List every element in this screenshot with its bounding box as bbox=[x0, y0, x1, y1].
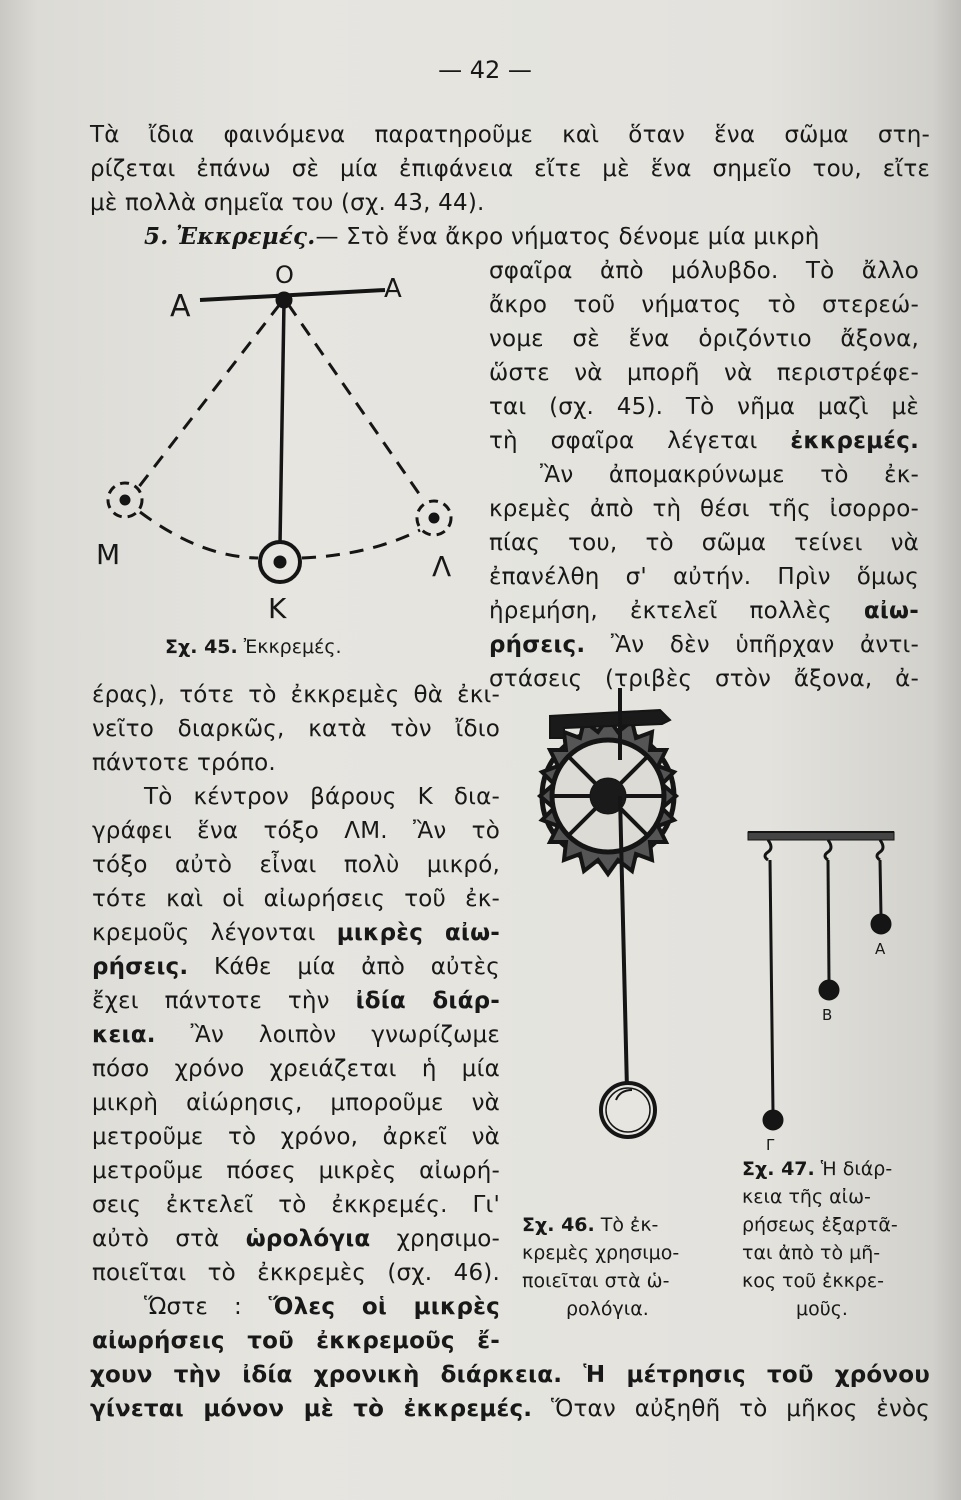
page-number: — 42 — bbox=[438, 56, 532, 84]
term-bold: ἐκκρεμές. bbox=[790, 428, 920, 454]
text-line-mixed: γίνεται μόνον μὲ τὸ ἐκκρεμές. Ὅταν αὐξηθῆ τὸ μῆκος ἑνὸς bbox=[90, 1396, 930, 1422]
term-bold: μικρὲς αἰω- bbox=[336, 920, 501, 946]
text-line: στάσεις (τριβὲς στὸν ἄξονα, ἀ- bbox=[489, 666, 919, 692]
term-bold: κεια. bbox=[92, 1022, 156, 1048]
text-line-term: ἠρεμήση, ἐκτελεῖ πολλὲς αἰω- bbox=[489, 598, 919, 624]
text-line-term: τὴ σφαῖρα λέγεται ἐκκρεμές. bbox=[489, 428, 920, 454]
text-line: πόσο χρόνο χρειάζεται ἡ μία bbox=[92, 1056, 500, 1082]
text-line: νομε σὲ ἕνα ὁριζόντιο ἄξονα, bbox=[489, 326, 919, 352]
text-line-bold: αἰωρήσεις τοῦ ἐκκρεμοῦς ἔ- bbox=[92, 1328, 500, 1354]
label-fig47-A: A bbox=[875, 940, 886, 958]
text-line-bold: χουν τὴν ἰδία χρονικὴ διάρκεια. Ἡ μέτρησις τοῦ χρόνου bbox=[90, 1362, 930, 1388]
term-bold: ἰδία διάρ- bbox=[355, 988, 501, 1014]
label-A-right: A bbox=[384, 274, 402, 304]
text-line: ποιεῖται τὸ ἐκκρεμὲς (σχ. 46). bbox=[92, 1260, 500, 1286]
section-title: Ἐκκρεμές. bbox=[175, 223, 316, 250]
text-line: μικρὴ αἰώρησις, μποροῦμε νὰ bbox=[92, 1090, 500, 1116]
figure-45-pendulum bbox=[90, 262, 480, 632]
text-line: ρίζεται ἐπάνω σὲ μία ἐπιφάνεια εἴτε μὲ ἕνα σημεῖο του, εἴτε bbox=[90, 156, 930, 182]
label-fig47-B: B bbox=[822, 1006, 833, 1024]
figure-46-caption-line: Σχ. 46. Τὸ ἐκ- bbox=[522, 1214, 659, 1236]
text-line: Τὰ ἴδια φαινόμενα παρατηροῦμε καὶ ὅταν ἕνα σῶμα στη- bbox=[90, 122, 930, 148]
text-line: γράφει ἕνα τόξο ΛΜ. Ἂν τὸ bbox=[92, 818, 500, 844]
text-line-term: κεια. Ἂν λοιπὸν γνωρίζωμε bbox=[92, 1022, 500, 1048]
text-line-term: ρήσεις. Κάθε μία ἀπὸ αὐτὲς bbox=[92, 954, 500, 980]
figure-46-caption-line: ποιεῖται στὰ ὡ- bbox=[522, 1270, 670, 1292]
text-line: ται (σχ. 45). Τὸ νῆμα μαζὶ μὲ bbox=[489, 394, 919, 420]
text-line: ὥστε νὰ μπορῆ νὰ περιστρέφε- bbox=[489, 360, 919, 386]
text-line-term: αὐτὸ στὰ ὡρολόγια χρησιμο- bbox=[92, 1226, 500, 1252]
term-bold: ρήσεις. bbox=[489, 632, 586, 658]
text-line: μὲ πολλὰ σημεῖα του (σχ. 43, 44). bbox=[90, 190, 485, 216]
figure-46-caption-line: κρεμὲς χρησιμο- bbox=[522, 1242, 680, 1264]
label-Lambda: Λ bbox=[432, 550, 452, 583]
term-bold: αἰω- bbox=[863, 598, 919, 624]
figure-47-caption-line: κεια τῆς αἰω- bbox=[742, 1186, 871, 1208]
text-line: Τὸ κέντρον βάρους Κ δια- bbox=[144, 784, 500, 810]
text-line: πάντοτε τρόπο. bbox=[92, 750, 276, 776]
text-line-term: ρήσεις. Ἂν δὲν ὑπῆρχαν ἀντι- bbox=[489, 632, 919, 658]
text-line: σεις ἐκτελεῖ τὸ ἐκκρεμές. Γι' bbox=[92, 1192, 500, 1218]
label-fig47-G: Γ bbox=[766, 1136, 775, 1154]
term-bold: Ὅλες οἱ μικρὲς bbox=[241, 1294, 500, 1320]
label-K: K bbox=[268, 592, 287, 625]
text-line: μετροῦμε πόσες μικρὲς αἰωρή- bbox=[92, 1158, 500, 1184]
term-bold: γίνεται μόνον μὲ τὸ ἐκκρεμές. bbox=[90, 1396, 533, 1422]
figure-47-caption-line: μοῦς. bbox=[796, 1298, 848, 1320]
figure-46-clock-pendulum bbox=[520, 680, 700, 1200]
text-line: τότε καὶ οἱ αἰωρήσεις τοῦ ἐκ- bbox=[92, 886, 500, 912]
figure-46-caption-line: ρολόγια. bbox=[566, 1298, 649, 1320]
section-lead: — Στὸ ἕνα ἄκρο νήματος δένομε μία μικρὴ bbox=[315, 224, 820, 250]
text-line: ἐπανέλθη σ' αὐτήν. Πρὶν ὅμως bbox=[489, 564, 919, 590]
text-line-term: ἔχει πάντοτε τὴν ἰδία διάρ- bbox=[92, 988, 501, 1014]
figure-47-caption-line: κος τοῦ ἐκκρε- bbox=[742, 1270, 884, 1292]
label-O: O bbox=[275, 261, 295, 289]
text-line: σφαῖρα ἀπὸ μόλυβδο. Τὸ ἄλλο bbox=[489, 258, 919, 284]
text-line: ἄκρο τοῦ νήματος τὸ στερεώ- bbox=[489, 292, 919, 318]
figure-47-caption-line: ται ἀπὸ τὸ μῆ- bbox=[742, 1242, 881, 1264]
text-line: μετροῦμε τὸ χρόνο, ἀρκεῖ νὰ bbox=[92, 1124, 500, 1150]
text-line-term: κρεμοῦς λέγονται μικρὲς αἰω- bbox=[92, 920, 501, 946]
figure-47-pendulum-lengths bbox=[740, 820, 910, 1160]
section-heading bbox=[144, 220, 919, 254]
text-line-term: Ὥστε : Ὅλες οἱ μικρὲς bbox=[144, 1294, 500, 1320]
figure-47-caption-line: ρήσεως ἐξαρτᾶ- bbox=[742, 1214, 898, 1236]
term-bold: ρήσεις. bbox=[92, 954, 189, 980]
section-number: 5. bbox=[144, 223, 169, 250]
figure-45-caption: Σχ. 45. Ἐκκρεμές. bbox=[165, 636, 342, 658]
label-M: M bbox=[96, 538, 121, 571]
term-bold: ὡρολόγια bbox=[245, 1226, 371, 1252]
text-line: Ἂν ἀπομακρύνωμε τὸ ἐκ- bbox=[540, 462, 919, 488]
text-line: έρας), τότε τὸ ἐκκρεμὲς θὰ ἐκι- bbox=[92, 682, 500, 708]
text-line: κρεμὲς ἀπὸ τὴ θέσι τῆς ἰσορρο- bbox=[489, 496, 919, 522]
label-A-left: A bbox=[170, 289, 191, 324]
text-line: πίας του, τὸ σῶμα τείνει νὰ bbox=[489, 530, 919, 556]
text-line: νεῖτο διαρκῶς, κατὰ τὸν ἴδιο bbox=[92, 716, 500, 742]
text-line: τόξο αὐτὸ εἶναι πολὺ μικρό, bbox=[92, 852, 500, 878]
figure-47-caption-line: Σχ. 47. Ἡ διάρ- bbox=[742, 1158, 893, 1180]
